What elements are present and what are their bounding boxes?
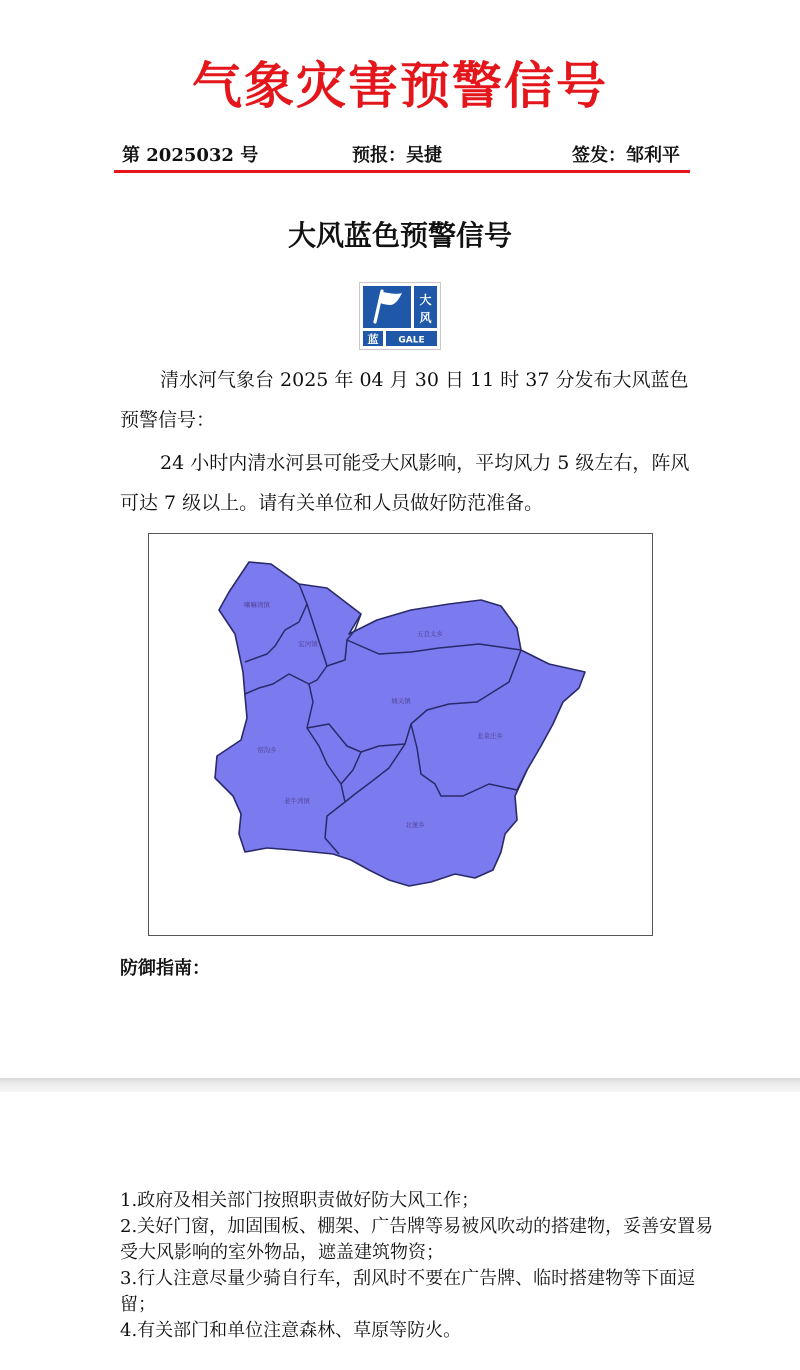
badge-type-char-1: 大 xyxy=(419,293,432,307)
region-label: 老牛湾镇 xyxy=(284,797,310,805)
guide-item: 1.政府及相关部门按照职责做好防大风工作； xyxy=(120,1190,480,1211)
region-label: 五良太乡 xyxy=(417,630,443,638)
badge-english: GALE xyxy=(398,335,425,346)
warning-area-map xyxy=(148,533,653,936)
defense-guide-list xyxy=(120,1188,720,1344)
region-label: 宏河镇 xyxy=(298,640,318,648)
document-title: 气象灾害预警信号 xyxy=(192,56,608,115)
page-separator xyxy=(0,1078,800,1092)
badge-type-char-2: 风 xyxy=(419,311,432,325)
issuer: 签发：邹利平 xyxy=(572,145,680,166)
guide-item: 2.关好门窗，加固围板、棚架、广告牌等易被风吹动的搭建物，妥善安置易受大风影响的室外物品，遮盖建筑物资； xyxy=(120,1216,714,1263)
release-paragraph: 清水河气象台 2025 年 04 月 30 日 11 时 37 分发布大风蓝色预警信号： xyxy=(120,369,689,431)
region-label: 喇嘛湾镇 xyxy=(244,601,270,609)
warning-title: 大风蓝色预警信号 xyxy=(287,219,512,252)
region-label: 城关镇 xyxy=(391,697,411,705)
forecaster: 预报：吴捷 xyxy=(352,145,442,166)
badge-level-char: 蓝 xyxy=(367,333,379,346)
region-label: 北堡乡 xyxy=(405,821,425,829)
document-number: 第 2025032 号 xyxy=(122,145,259,166)
defense-guide-title: 防御指南： xyxy=(120,958,210,979)
region-label: 窑沟乡 xyxy=(257,746,277,754)
guide-item: 3.行人注意尽量少骑自行车，刮风时不要在广告牌、临时搭建物等下面逗留； xyxy=(120,1268,696,1315)
guide-item: 4.有关部门和单位注意森林、草原等防火。 xyxy=(120,1320,462,1341)
gale-blue-warning-icon xyxy=(359,282,441,350)
county-outline xyxy=(215,562,585,886)
region-label: 韭菜庄乡 xyxy=(477,732,503,740)
red-divider xyxy=(114,170,690,173)
detail-paragraph: 24 小时内清水河县可能受大风影响，平均风力 5 级左右，阵风可达 7 级以上。请有关单位和人员做好防范准备。 xyxy=(120,452,690,514)
